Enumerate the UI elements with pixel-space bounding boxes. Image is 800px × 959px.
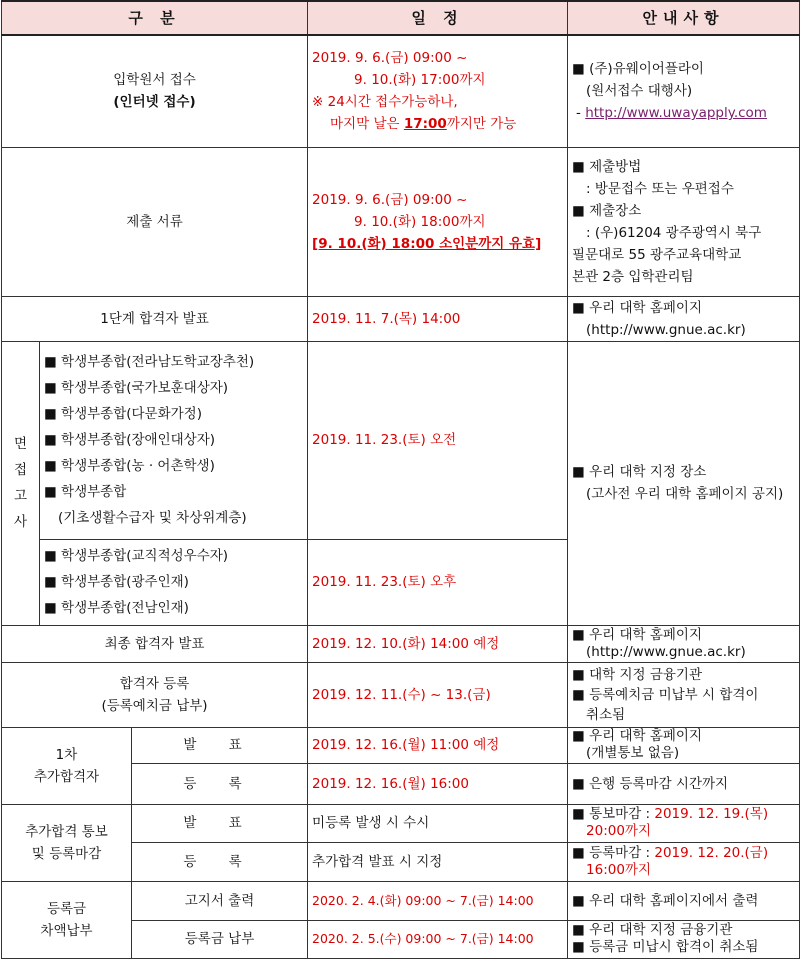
list-item: ■ 학생부종합(다문화가정) [44, 406, 202, 422]
stage1-schedule: 2019. 11. 7.(목) 14:00 [308, 296, 568, 341]
note-prefix: 마지막 날은 [330, 116, 404, 133]
row-extra-notice-announce [2, 804, 800, 842]
documents-label: 제출 서류 [2, 147, 308, 296]
balance-label-cell [2, 881, 132, 958]
row-interview-am [2, 341, 800, 539]
interview-char-1: 면 [13, 436, 28, 452]
extra-notice-announce-schedule: 미등록 발생 시 수시 [308, 804, 568, 842]
balance-label: 등록금 [46, 900, 87, 917]
list-item: ■ 학생부종합 [44, 484, 127, 500]
row-register [2, 662, 800, 727]
extra1-register-info: ■ 은행 등록마감 시간까지 [568, 763, 800, 804]
documents-address-2: 필문대로 55 광주교육대학교 [572, 246, 742, 263]
extra1-info-title: ■ 우리 대학 홈페이지 [572, 728, 702, 744]
interview-char-4: 사 [13, 514, 28, 530]
extra1-sub-announce: 발 표 [132, 727, 308, 763]
application-sublabel: (인터넷 접수) [113, 94, 196, 111]
row-documents [2, 147, 800, 296]
stage1-label: 1단계 합격자 발표 [2, 296, 308, 341]
balance-pay-schedule: 2020. 2. 5.(수) 09:00 ~ 7.(금) 14:00 [308, 920, 568, 958]
interview-info-cell [568, 341, 800, 625]
balance-info-bank: ■ 우리 대학 지정 금융기관 [572, 922, 733, 938]
list-item: ■ 학생부종합(교직적성우수자) [44, 548, 229, 564]
documents-place-title: ■ 제출장소 [572, 202, 642, 219]
register-info-warning: ■ 등록예치금 미납부 시 합격이 [572, 686, 759, 703]
application-schedule-note2 [312, 113, 563, 135]
extra1-label: 1차 [55, 746, 78, 763]
uwayapply-link[interactable]: http://www.uwayapply.com [585, 105, 767, 122]
final-info-url: (http://www.gnue.ac.kr) [586, 643, 746, 660]
interview-char-2: 접 [13, 462, 28, 478]
row-balance-print [2, 881, 800, 920]
extra1-announce-info [568, 727, 800, 763]
row-application [2, 35, 800, 147]
balance-sub-print: 고지서 출력 [132, 881, 308, 920]
extra1-info-note: (개별통보 없음) [586, 745, 680, 761]
register-schedule: 2019. 12. 11.(수) ~ 13.(금) [308, 662, 568, 727]
interview-char-3: 고 [13, 488, 28, 504]
extra1-announce-schedule: 2019. 12. 16.(월) 11:00 예정 [308, 727, 568, 763]
notice-deadline-time: 20:00까지 [586, 823, 652, 839]
final-info-cell [568, 625, 800, 662]
note-suffix: 까지만 가능 [446, 116, 517, 133]
register-deadline-date: 2019. 12. 20.(금) [654, 844, 769, 861]
documents-address-3: 본관 2층 입학관리팀 [572, 268, 694, 285]
list-item: ■ 학생부종합(국가보훈대상자) [44, 380, 229, 396]
documents-method: : 방문접수 또는 우편접수 [586, 180, 734, 197]
application-label: 입학원서 접수 [113, 72, 196, 89]
register-info-bank: ■ 대학 지정 금융기관 [572, 666, 702, 683]
header-schedule: 일 정 [308, 1, 568, 35]
stage1-info-title: ■ 우리 대학 홈페이지 [572, 299, 702, 316]
stage1-info-cell [568, 296, 800, 341]
application-info-agency: ■ (주)유웨이어플라이 [572, 61, 704, 78]
register-label-cell [2, 662, 308, 727]
balance-sublabel: 차액납부 [40, 922, 93, 939]
balance-print-schedule: 2020. 2. 4.(화) 09:00 ~ 7.(금) 14:00 [308, 881, 568, 920]
list-item: ■ 학생부종합(전라남도학교장추천) [44, 354, 255, 370]
application-schedule-end: 9. 10.(화) 17:00까지 [354, 72, 486, 89]
application-schedule-cell [308, 35, 568, 147]
documents-schedule-cell [308, 147, 568, 296]
list-item: (기초생활수급자 및 차상위계층) [58, 510, 247, 526]
extra-notice-sub-announce: 발 표 [132, 804, 308, 842]
balance-pay-info [568, 920, 800, 958]
extra1-sublabel: 추가합격자 [33, 768, 100, 785]
extra-notice-register-schedule: 추가합격 발표 시 지정 [308, 842, 568, 881]
header-notes: 안내사항 [568, 1, 800, 35]
balance-print-info: ■ 우리 대학 홈페이지에서 출력 [568, 881, 800, 920]
interview-label [2, 341, 40, 625]
documents-schedule-start: 2019. 9. 6.(금) 09:00 ~ [312, 191, 468, 208]
register-info-cell [568, 662, 800, 727]
documents-method-title: ■ 제출방법 [572, 158, 642, 175]
header-category: 구 분 [2, 1, 308, 35]
documents-schedule-end: 9. 10.(화) 18:00까지 [354, 213, 486, 230]
interview-pm-types [40, 539, 308, 625]
list-item: ■ 학생부종합(전남인재) [44, 600, 189, 616]
row-stage1 [2, 296, 800, 341]
stage1-info-url: (http://www.gnue.ac.kr) [586, 321, 746, 338]
note-time: 17:00 [403, 116, 447, 133]
register-sublabel: (등록예치금 납부) [101, 697, 208, 714]
final-schedule: 2019. 12. 10.(화) 14:00 예정 [308, 625, 568, 662]
list-item: ■ 학생부종합(농 · 어촌학생) [44, 458, 215, 474]
list-item: ■ 학생부종합(광주인재) [44, 574, 189, 590]
interview-info-place: ■ 우리 대학 지정 장소 [572, 464, 707, 480]
interview-am-schedule: 2019. 11. 23.(토) 오전 [308, 341, 568, 539]
admission-schedule-table [1, 0, 800, 959]
application-info-role: (원서접수 대행사) [586, 83, 693, 100]
register-deadline-label: ■ 등록마감 : [572, 844, 655, 861]
extra-notice-sub-register: 등 록 [132, 842, 308, 881]
register-deadline-time: 16:00까지 [586, 861, 652, 878]
extra-notice-announce-info [568, 804, 800, 842]
balance-info-warning: ■ 등록금 미납시 합격이 취소됨 [572, 939, 759, 955]
header-row [2, 1, 800, 35]
extra1-register-schedule: 2019. 12. 16.(월) 16:00 [308, 763, 568, 804]
documents-address-1: : (우)61204 광주광역시 북구 [586, 224, 762, 241]
final-label: 최종 합격자 발표 [2, 625, 308, 662]
application-schedule-start: 2019. 9. 6.(금) 09:00 ~ [312, 50, 468, 67]
list-item: ■ 학생부종합(장애인대상자) [44, 432, 216, 448]
extra-notice-register-info [568, 842, 800, 881]
notice-deadline-label: ■ 통보마감 : [572, 806, 655, 822]
final-info-title: ■ 우리 대학 홈페이지 [572, 626, 702, 643]
application-schedule-note: ※ 24시간 접수가능하나, [312, 94, 458, 111]
documents-postmark-note: [9. 10.(화) 18:00 소인분까지 유효] [312, 235, 542, 252]
register-label: 합격자 등록 [119, 675, 190, 692]
extra-notice-label: 추가합격 통보 [25, 823, 108, 840]
application-info-cell [568, 35, 800, 147]
link-dash: - [576, 105, 586, 122]
interview-pm-schedule: 2019. 11. 23.(토) 오후 [308, 539, 568, 625]
extra1-label-cell [2, 727, 132, 804]
documents-info-cell [568, 147, 800, 296]
extra-notice-sublabel: 및 등록마감 [31, 845, 102, 862]
application-label-cell [2, 35, 308, 147]
register-info-warning-2: 취소됨 [586, 706, 626, 723]
interview-info-notice: (고사전 우리 대학 홈페이지 공지) [586, 486, 784, 502]
balance-sub-pay: 등록금 납부 [132, 920, 308, 958]
extra1-sub-register: 등 록 [132, 763, 308, 804]
notice-deadline-date: 2019. 12. 19.(목) [654, 806, 769, 822]
interview-am-types [40, 341, 308, 539]
row-final [2, 625, 800, 662]
extra-notice-label-cell [2, 804, 132, 881]
row-extra1-announce [2, 727, 800, 763]
